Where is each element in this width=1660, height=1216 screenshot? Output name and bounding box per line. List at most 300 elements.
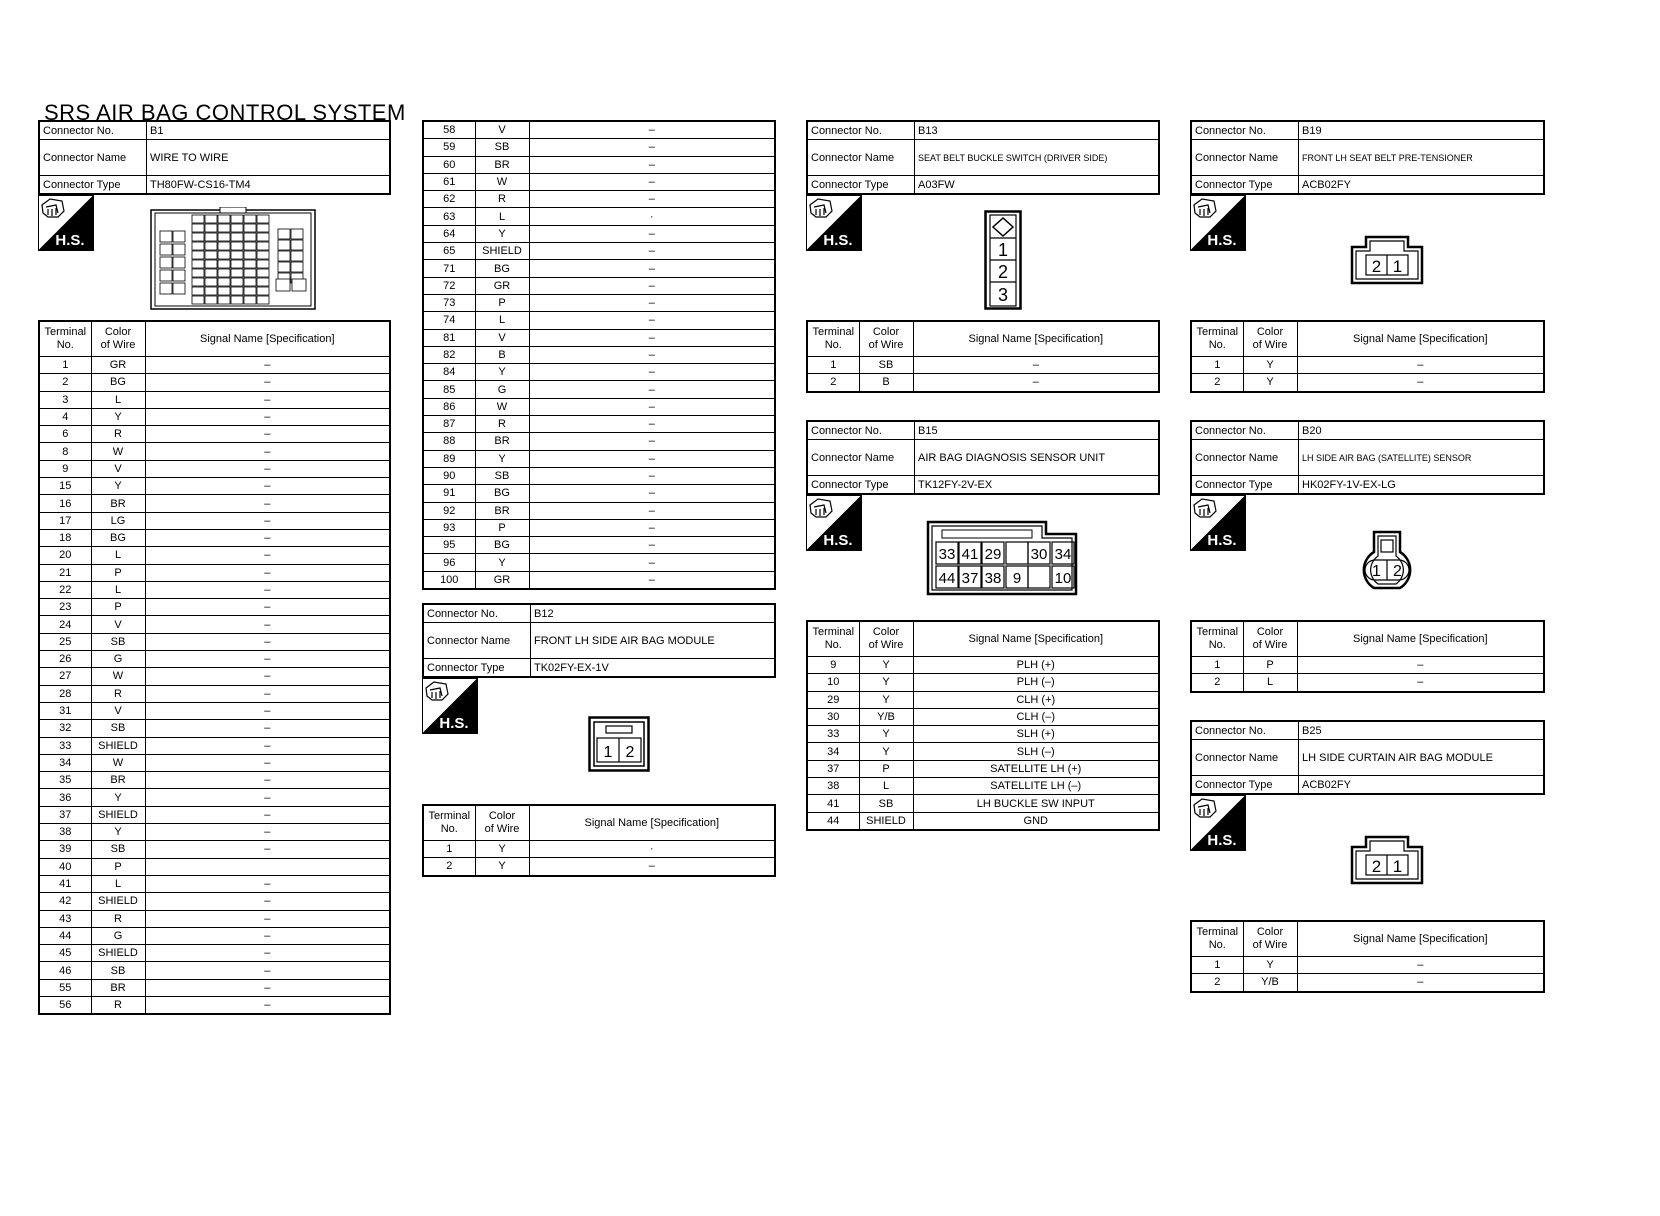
table-row (423, 191, 775, 208)
terminal-no: 61 (423, 173, 475, 190)
signal-name: – (145, 754, 390, 771)
pin-label: 41 (961, 546, 979, 563)
terminal-no: 21 (39, 564, 91, 581)
signal-name: PLH (+) (913, 657, 1159, 674)
connector-face-b25 (1350, 835, 1424, 885)
terminal-no-header (39, 321, 91, 357)
pin-label: 10 (1054, 570, 1072, 587)
table-row (423, 841, 775, 858)
table-row (39, 772, 390, 789)
wire-color: W (91, 754, 145, 771)
connector-name-row (423, 623, 775, 659)
wire-color: R (475, 416, 529, 433)
wire-color: L (91, 581, 145, 598)
wire-color: BR (91, 495, 145, 512)
pin-table-header (1191, 321, 1544, 357)
terminal-no: 35 (39, 772, 91, 789)
signal-name: – (529, 554, 775, 571)
connector-type-row (1191, 176, 1544, 195)
connector-no-value: B12 (531, 604, 776, 623)
table-row (423, 537, 775, 554)
table-row (39, 633, 390, 650)
color-header-line1: Color (104, 326, 132, 338)
connector-type-value: ACB02FY (1299, 776, 1545, 795)
signal-name-header: Signal Name [Specification] (1297, 921, 1544, 957)
signal-name: – (1297, 657, 1544, 674)
signal-name: – (529, 364, 775, 381)
color-header-line2: of Wire (1252, 639, 1288, 651)
pin-table-header (39, 321, 390, 357)
table-row (423, 433, 775, 450)
table-row (39, 910, 390, 927)
signal-name-header: Signal Name [Specification] (1297, 621, 1544, 657)
wire-color: R (91, 996, 145, 1014)
signal-name: – (1297, 674, 1544, 692)
connector-name-value: LH SIDE AIR BAG (SATELLITE) SENSOR (1299, 440, 1545, 476)
wire-color: BR (91, 979, 145, 996)
color-header-line1: Color (1256, 626, 1284, 638)
wire-color: Y (475, 858, 529, 876)
signal-name: – (145, 875, 390, 892)
signal-name: – (145, 478, 390, 495)
connector-type-label: Connector Type (423, 659, 531, 678)
connector-face-b1 (150, 207, 316, 311)
terminal-no: 84 (423, 364, 475, 381)
harness-side-icon (1190, 495, 1246, 551)
terminal-header-line2: No. (1208, 339, 1226, 351)
pin-label: 1 (1392, 857, 1403, 876)
connector-type-row (423, 659, 775, 678)
terminal-no: 10 (807, 674, 859, 691)
pin-table-header (423, 805, 775, 841)
wire-color: R (91, 910, 145, 927)
wire-color: V (91, 460, 145, 477)
terminal-no: 9 (39, 460, 91, 477)
pin-label: 1 (1372, 563, 1381, 580)
connector-type-row (807, 176, 1159, 195)
terminal-no: 95 (423, 537, 475, 554)
connector-type-value: HK02FY-1V-EX-LG (1299, 476, 1545, 495)
wire-color: P (91, 564, 145, 581)
signal-name: – (529, 191, 775, 208)
connector-name-row (1191, 440, 1544, 476)
harness-side-icon (422, 678, 478, 734)
connector-face-b12 (588, 716, 650, 772)
connector-type-row (1191, 776, 1544, 795)
wire-color: BG (91, 374, 145, 391)
signal-name: – (145, 374, 390, 391)
wire-color: Y (475, 841, 529, 858)
page-title: SRS AIR BAG CONTROL SYSTEM (44, 100, 406, 125)
signal-name: – (145, 685, 390, 702)
terminal-no: 60 (423, 156, 475, 173)
signal-name: – (529, 433, 775, 450)
table-row (423, 139, 775, 156)
connector-name-label: Connector Name (1191, 140, 1299, 176)
terminal-no: 58 (423, 121, 475, 139)
connector-type-label: Connector Type (1191, 176, 1299, 195)
table-row (807, 708, 1159, 725)
signal-name: – (145, 599, 390, 616)
table-row (39, 529, 390, 546)
wire-color: SB (91, 720, 145, 737)
wire-color: Y (859, 674, 913, 691)
color-of-wire-header (91, 321, 145, 357)
terminal-no: 65 (423, 243, 475, 260)
hs-label: H.S. (823, 532, 853, 549)
signal-name: PLH (–) (913, 674, 1159, 691)
terminal-no: 32 (39, 720, 91, 737)
wire-color: B (475, 346, 529, 363)
signal-name: – (529, 260, 775, 277)
color-of-wire-header (475, 805, 529, 841)
pin-label: 2 (1371, 857, 1382, 876)
terminal-header-line1: Terminal (44, 326, 87, 338)
connector-no-value: B1 (147, 121, 391, 140)
pin-label: 3 (997, 285, 1009, 305)
terminal-no: 71 (423, 260, 475, 277)
table-row (423, 381, 775, 398)
terminal-no: 6 (39, 426, 91, 443)
connector-no-row (807, 121, 1159, 140)
pin-label: 30 (1030, 546, 1048, 563)
signal-name: – (529, 502, 775, 519)
wire-color: SB (475, 139, 529, 156)
signal-name: – (145, 962, 390, 979)
terminal-no: 26 (39, 651, 91, 668)
hs-label: H.S. (55, 232, 85, 249)
signal-name: SATELLITE LH (–) (913, 778, 1159, 795)
signal-name: – (145, 357, 390, 374)
wire-color: SHIELD (91, 806, 145, 823)
signal-name: – (1297, 957, 1544, 974)
terminal-header-line2: No. (1208, 639, 1226, 651)
wire-color: R (91, 685, 145, 702)
signal-name: – (145, 408, 390, 425)
signal-name: – (529, 121, 775, 139)
signal-name: – (145, 893, 390, 910)
signal-name: – (145, 443, 390, 460)
signal-name: – (529, 519, 775, 536)
terminal-header-line2: No. (56, 339, 74, 351)
signal-name: – (145, 651, 390, 668)
connector-no-row (423, 604, 775, 623)
table-row (807, 743, 1159, 760)
connector-no-row (1191, 721, 1544, 740)
table-row (807, 691, 1159, 708)
color-header-line1: Color (1256, 926, 1284, 938)
table-row (1191, 974, 1544, 992)
connector-info-b13 (806, 120, 1160, 195)
table-row (39, 979, 390, 996)
wire-color: V (475, 329, 529, 346)
table-row (39, 564, 390, 581)
connector-no-value: B15 (915, 421, 1160, 440)
signal-name: SLH (–) (913, 743, 1159, 760)
wire-color: BR (475, 433, 529, 450)
terminal-no: 15 (39, 478, 91, 495)
connector-name-label: Connector Name (39, 140, 147, 176)
signal-name: – (145, 564, 390, 581)
pin-table-b12 (422, 804, 776, 877)
wire-color: SHIELD (475, 243, 529, 260)
terminal-no: 88 (423, 433, 475, 450)
terminal-no: 24 (39, 616, 91, 633)
terminal-no: 16 (39, 495, 91, 512)
terminal-header-line2: No. (1208, 939, 1226, 951)
terminal-header-line1: Terminal (1196, 926, 1239, 938)
table-row (423, 208, 775, 225)
pin-table-header (1191, 621, 1544, 657)
connector-no-label: Connector No. (807, 121, 915, 140)
signal-name: – (1297, 357, 1544, 374)
terminal-no: 44 (807, 812, 859, 830)
signal-name: – (145, 789, 390, 806)
wire-color: Y (1243, 957, 1297, 974)
connector-type-label: Connector Type (807, 176, 915, 195)
table-row (39, 547, 390, 564)
connector-type-label: Connector Type (1191, 776, 1299, 795)
terminal-no: 37 (807, 760, 859, 777)
terminal-no: 29 (807, 691, 859, 708)
color-header-line2: of Wire (1252, 339, 1288, 351)
wire-color: V (91, 616, 145, 633)
signal-name: – (529, 571, 775, 589)
signal-name: – (145, 529, 390, 546)
wire-color: Y (91, 789, 145, 806)
pin-label: 1 (1392, 257, 1403, 276)
terminal-no-header (423, 805, 475, 841)
pin-label: 1 (603, 744, 613, 761)
pin-label: 44 (938, 570, 956, 587)
connector-type-label: Connector Type (39, 176, 147, 195)
table-row (423, 502, 775, 519)
table-row (39, 789, 390, 806)
table-row (39, 599, 390, 616)
terminal-no: 37 (39, 806, 91, 823)
connector-name-row (1191, 140, 1544, 176)
connector-name-row (807, 440, 1159, 476)
wire-color: GR (475, 277, 529, 294)
terminal-header-line2: No. (824, 639, 842, 651)
connector-type-label: Connector Type (1191, 476, 1299, 495)
table-row (39, 875, 390, 892)
wire-color: Y (91, 478, 145, 495)
table-row (39, 824, 390, 841)
terminal-no: 1 (423, 841, 475, 858)
signal-name: SATELLITE LH (+) (913, 760, 1159, 777)
terminal-no-header (807, 321, 859, 357)
color-of-wire-header (1243, 621, 1297, 657)
wire-color: LG (91, 512, 145, 529)
connector-face-b15 (926, 520, 1078, 596)
wire-color: Y/B (1243, 974, 1297, 992)
terminal-no: 3 (39, 391, 91, 408)
table-row (423, 121, 775, 139)
terminal-no-header (1191, 921, 1243, 957)
connector-name-value: AIR BAG DIAGNOSIS SENSOR UNIT (915, 440, 1160, 476)
terminal-no: 33 (807, 726, 859, 743)
terminal-no: 27 (39, 668, 91, 685)
terminal-no: 89 (423, 450, 475, 467)
signal-name: – (529, 225, 775, 242)
connector-name-row (807, 140, 1159, 176)
wire-color: Y (91, 824, 145, 841)
terminal-no: 85 (423, 381, 475, 398)
pin-table-header (807, 621, 1159, 657)
wire-color: P (859, 760, 913, 777)
connector-face-b20 (1350, 530, 1424, 590)
connector-type-value: ACB02FY (1299, 176, 1545, 195)
table-row (423, 294, 775, 311)
connector-type-value: TH80FW-CS16-TM4 (147, 176, 391, 195)
signal-name: · (529, 208, 775, 225)
connector-no-label: Connector No. (1191, 421, 1299, 440)
color-of-wire-header (859, 321, 913, 357)
table-row (39, 754, 390, 771)
color-of-wire-header (1243, 321, 1297, 357)
connector-name-row (39, 140, 390, 176)
signal-name: – (145, 512, 390, 529)
wire-color: BR (91, 772, 145, 789)
terminal-header-line1: Terminal (1196, 626, 1239, 638)
terminal-no: 41 (807, 795, 859, 812)
table-row (39, 685, 390, 702)
harness-side-icon (806, 495, 862, 551)
terminal-header-line1: Terminal (428, 810, 471, 822)
terminal-no: 39 (39, 841, 91, 858)
terminal-no: 17 (39, 512, 91, 529)
signal-name: – (529, 173, 775, 190)
table-row (39, 581, 390, 598)
signal-name: – (529, 398, 775, 415)
signal-name: · (529, 841, 775, 858)
table-row (807, 374, 1159, 392)
table-row (39, 893, 390, 910)
wire-color: SHIELD (91, 945, 145, 962)
terminal-no: 100 (423, 571, 475, 589)
terminal-no: 1 (1191, 957, 1243, 974)
wire-color: V (91, 702, 145, 719)
terminal-no: 1 (1191, 657, 1243, 674)
signal-name (145, 858, 390, 875)
connector-no-row (1191, 421, 1544, 440)
signal-name: – (145, 927, 390, 944)
wire-color: Y (475, 554, 529, 571)
signal-name: – (529, 243, 775, 260)
table-row (423, 571, 775, 589)
terminal-header-line1: Terminal (812, 626, 855, 638)
wire-color: SB (91, 962, 145, 979)
signal-name: – (145, 996, 390, 1014)
wire-color: L (91, 547, 145, 564)
terminal-no: 73 (423, 294, 475, 311)
terminal-no: 28 (39, 685, 91, 702)
table-row (423, 554, 775, 571)
signal-name: – (145, 841, 390, 858)
connector-no-label: Connector No. (423, 604, 531, 623)
terminal-no: 9 (807, 657, 859, 674)
wire-color: GR (475, 571, 529, 589)
terminal-no: 33 (39, 737, 91, 754)
table-row (423, 519, 775, 536)
signal-name-header: Signal Name [Specification] (1297, 321, 1544, 357)
connector-name-label: Connector Name (807, 140, 915, 176)
terminal-no: 38 (807, 778, 859, 795)
terminal-no: 2 (39, 374, 91, 391)
signal-name-header: Signal Name [Specification] (913, 321, 1159, 357)
wire-color: SB (91, 633, 145, 650)
wire-color: SHIELD (91, 737, 145, 754)
table-row (39, 668, 390, 685)
signal-name: – (529, 139, 775, 156)
harness-side-icon (38, 195, 94, 251)
table-row (39, 737, 390, 754)
table-row (423, 329, 775, 346)
signal-name: – (529, 329, 775, 346)
table-row (39, 945, 390, 962)
pin-table-header (807, 321, 1159, 357)
wire-color: G (91, 651, 145, 668)
table-row (39, 962, 390, 979)
pin-label: 9 (1012, 570, 1022, 587)
table-row (807, 657, 1159, 674)
signal-name: SLH (+) (913, 726, 1159, 743)
signal-name: – (529, 312, 775, 329)
table-row (39, 426, 390, 443)
signal-name: – (145, 910, 390, 927)
wire-color: L (859, 778, 913, 795)
wire-color: L (91, 391, 145, 408)
hs-label: H.S. (1207, 532, 1237, 549)
signal-name: – (913, 374, 1159, 392)
table-row (423, 243, 775, 260)
signal-name: – (529, 346, 775, 363)
connector-type-row (1191, 476, 1544, 495)
connector-info-b19 (1190, 120, 1545, 195)
wire-color: L (475, 208, 529, 225)
wire-color: BG (91, 529, 145, 546)
hs-label: H.S. (1207, 832, 1237, 849)
terminal-no: 2 (423, 858, 475, 876)
terminal-no: 36 (39, 789, 91, 806)
signal-name: – (145, 945, 390, 962)
connector-info-b25 (1190, 720, 1545, 795)
table-row (39, 495, 390, 512)
pin-label: 2 (997, 262, 1009, 282)
signal-name: – (529, 537, 775, 554)
pin-table-b20 (1190, 620, 1545, 693)
wire-color: Y/B (859, 708, 913, 725)
connector-no-label: Connector No. (1191, 721, 1299, 740)
table-row (39, 443, 390, 460)
table-row (423, 450, 775, 467)
harness-side-icon (1190, 195, 1246, 251)
signal-name: CLH (+) (913, 691, 1159, 708)
color-header-line2: of Wire (868, 339, 904, 351)
signal-name: – (145, 460, 390, 477)
table-row (39, 616, 390, 633)
table-row (807, 357, 1159, 374)
signal-name: – (145, 633, 390, 650)
terminal-header-line1: Terminal (812, 326, 855, 338)
table-row (1191, 357, 1544, 374)
signal-name: – (529, 277, 775, 294)
table-row (423, 467, 775, 484)
table-row (39, 391, 390, 408)
color-header-line1: Color (1256, 326, 1284, 338)
table-row (39, 996, 390, 1014)
